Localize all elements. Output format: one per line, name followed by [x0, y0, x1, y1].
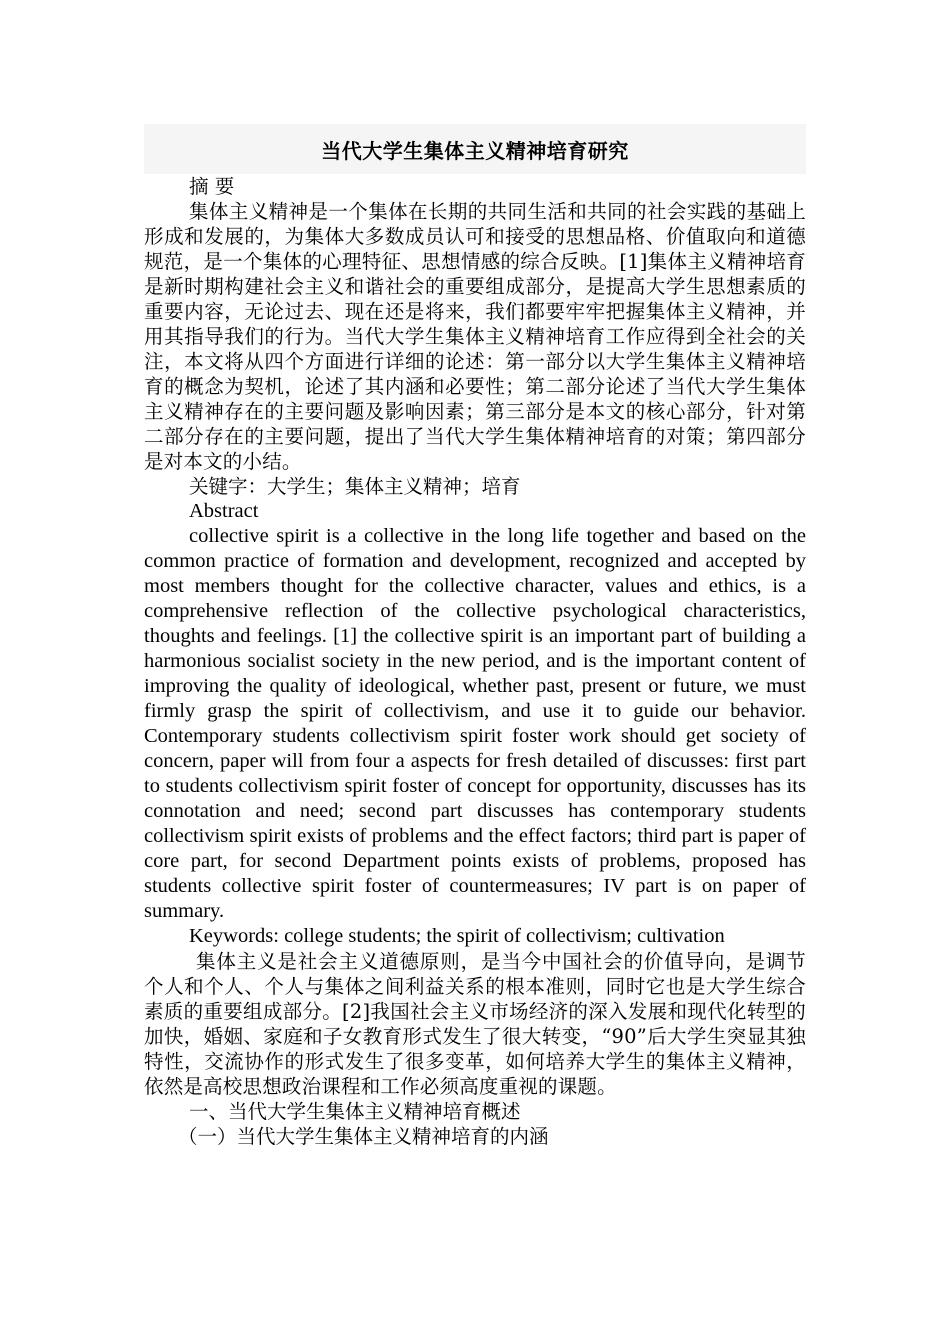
section-heading: 一、当代大学生集体主义精神培育概述 [189, 1100, 521, 1123]
keywords-cn: 关键字：大学生；集体主义精神；培育 [189, 475, 521, 498]
abstract-en-heading: Abstract [189, 500, 259, 522]
document-body [144, 124, 806, 1149]
intro-paragraph: 集体主义是社会主义道德原则，是当今中国社会的价值导向，是调节个人和个人、个人与集体之间利益关系的根本准则，同时它也是大学生综合素质的重要组成部分。[2]我国社会主义市场经济的深入发展和现代化转型的加快，婚姻、家庭和子女教育形式发生了很大转变，“90”后大学生突显其独特性，交流协作的形式发生了很多变革，如何培养大学生的集体主义精神，依然是高校思想政治课程和工作必须高度重视的课题。 [144, 950, 806, 1098]
abstract-cn-paragraph: 集体主义精神是一个集体在长期的共同生活和共同的社会实践的基础上形成和发展的，为集体大多数成员认可和接受的思想品格、价值取向和道德规范，是一个集体的心理特征、思想情感的综合反映。[1]集体主义精神培育是新时期构建社会主义和谐社会的重要组成部分，是提高大学生思想素质的重要内容，无论过去、现在还是将来，我们都要牢牢把握集体主义精神，并用其指导我们的行为。当代大学生集体主义精神培育工作应得到全社会的关注，本文将从四个方面进行详细的论述：第一部分以大学生集体主义精神培育的概念为契机，论述了其内涵和必要性；第二部分论述了当代大学生集体主义精神存在的主要问题及影响因素；第三部分是本文的核心部分，针对第二部分存在的主要问题，提出了当代大学生集体精神培育的对策；第四部分是对本文的小结。 [144, 200, 806, 473]
keywords-en: Keywords: college students; the spirit of collectivism; cultivation [189, 925, 725, 947]
abstract-cn-heading: 摘 要 [189, 175, 235, 198]
subsection-heading: （一）当代大学生集体主义精神培育的内涵 [178, 1125, 549, 1148]
document-title: 当代大学生集体主义精神培育研究 [144, 124, 806, 174]
abstract-en-paragraph: collective spirit is a collective in the long life together and based on the common practice of formation and development, recognized and accepted by most members thought for the collective character, values and ethics, is a comprehensive reflection of the collective psychological characteristics, thoughts and feelings. [1] the collective spirit is an important part of building a harmonious socialist society in the new period, and is the important content of improving the quality of ideological, whether past, present or future, we must firmly grasp the spirit of collectivism, and use it to guide our behavior. Contemporary students collectivism spirit foster work should get society of concern, paper will from four a aspects for fresh detailed of discusses: first part to students collectivism spirit foster of concept for opportunity, discusses has its connotation and need; second part discusses has contemporary students collectivism spirit exists of problems and the effect factors; third part is paper of core part, for second Department points exists of problems, proposed has students collective spirit foster of countermeasures; IV part is on paper of summary. [144, 525, 806, 922]
